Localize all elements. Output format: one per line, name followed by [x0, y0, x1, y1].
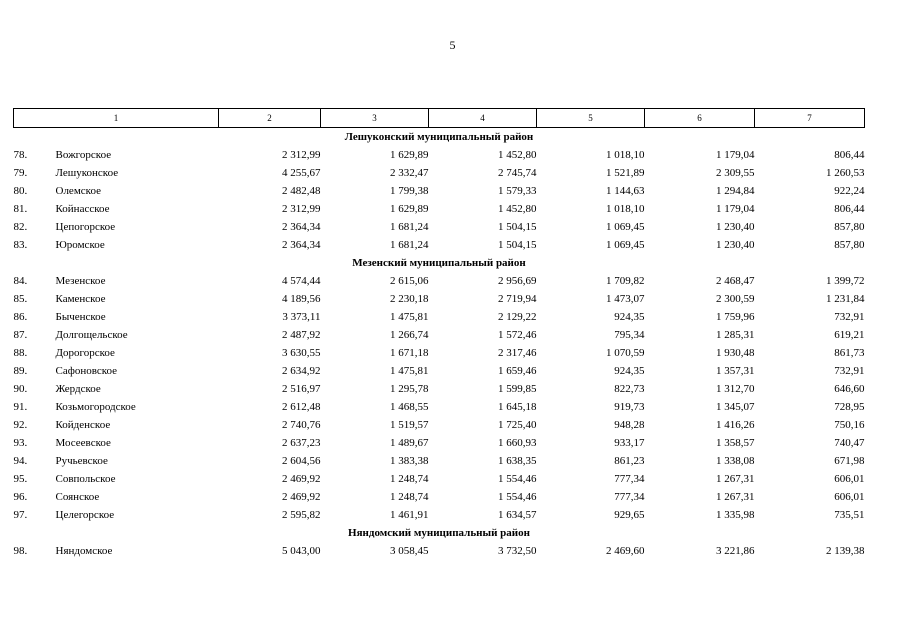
- value-cell: 671,98: [834, 455, 865, 467]
- settlement-name: Вожгорское: [55, 149, 112, 161]
- value-cell: 5 043,00: [282, 545, 321, 557]
- value-cell: 1 018,10: [606, 203, 645, 215]
- value-cell: 1 660,93: [498, 437, 537, 449]
- value-cell: 2 595,82: [282, 509, 321, 521]
- value-cell: 1 248,74: [390, 473, 429, 485]
- row-number: 83.: [13, 239, 28, 251]
- table-row: [14, 452, 865, 470]
- value-cell: 1 629,89: [390, 149, 429, 161]
- value-cell: 2 309,55: [716, 167, 755, 179]
- table-row: [14, 308, 865, 326]
- value-cell: 1 452,80: [498, 149, 537, 161]
- value-cell: 2 604,56: [282, 455, 321, 467]
- value-cell: 1 473,07: [606, 293, 645, 305]
- value-cell: 2 468,47: [716, 275, 755, 287]
- value-cell: 933,17: [614, 437, 645, 449]
- value-cell: 857,80: [834, 239, 865, 251]
- header-cell: 3: [321, 109, 429, 128]
- settlement-name: Каменское: [55, 293, 106, 305]
- settlement-name: Ручьевское: [55, 455, 108, 467]
- value-cell: 1 504,15: [498, 239, 537, 251]
- table-row: [14, 272, 865, 290]
- value-cell: 2 740,76: [282, 419, 321, 431]
- value-cell: 1 671,18: [390, 347, 429, 359]
- value-cell: 2 129,22: [498, 311, 537, 323]
- value-cell: 822,73: [614, 383, 645, 395]
- settlement-name: Козьмогородское: [55, 401, 136, 413]
- value-cell: 728,95: [834, 401, 865, 413]
- value-cell: 2 469,92: [282, 473, 321, 485]
- table-row: [14, 164, 865, 182]
- row-number: 78.: [13, 149, 28, 161]
- value-cell: 948,28: [614, 419, 645, 431]
- settlement-name: Дорогорское: [55, 347, 115, 359]
- value-cell: 1 295,78: [390, 383, 429, 395]
- table-row: [14, 326, 865, 344]
- settlement-name: Целегорское: [55, 509, 115, 521]
- value-cell: 3 058,45: [390, 545, 429, 557]
- value-cell: 606,01: [834, 473, 865, 485]
- value-cell: 1 554,46: [498, 491, 537, 503]
- value-cell: 929,65: [614, 509, 645, 521]
- value-cell: 1 799,38: [390, 185, 429, 197]
- value-cell: 1 260,53: [826, 167, 865, 179]
- value-cell: 1 070,59: [606, 347, 645, 359]
- value-cell: 1 267,31: [716, 473, 755, 485]
- value-cell: 3 373,11: [282, 311, 321, 323]
- value-cell: 646,60: [834, 383, 865, 395]
- header-cell: 1: [14, 109, 219, 128]
- value-cell: 924,35: [614, 311, 645, 323]
- row-number: 94.: [13, 455, 28, 467]
- value-cell: 1 599,85: [498, 383, 537, 395]
- value-cell: 1 519,57: [390, 419, 429, 431]
- table-row: [14, 200, 865, 218]
- value-cell: 1 345,07: [716, 401, 755, 413]
- settlement-name: Койнасское: [55, 203, 110, 215]
- value-cell: 1 504,15: [498, 221, 537, 233]
- settlement-name: Соянское: [55, 491, 100, 503]
- value-cell: 777,34: [614, 491, 645, 503]
- row-number: 85.: [13, 293, 28, 305]
- value-cell: 1 267,31: [716, 491, 755, 503]
- row-number: 95.: [13, 473, 28, 485]
- value-cell: 1 554,46: [498, 473, 537, 485]
- row-number: 90.: [13, 383, 28, 395]
- value-cell: 606,01: [834, 491, 865, 503]
- value-cell: 1 312,70: [716, 383, 755, 395]
- value-cell: 1 248,74: [390, 491, 429, 503]
- value-cell: 2 487,92: [282, 329, 321, 341]
- value-cell: 1 475,81: [390, 365, 429, 377]
- value-cell: 1 475,81: [390, 311, 429, 323]
- header-cell: 7: [755, 109, 865, 128]
- settlement-name: Няндомское: [55, 545, 113, 557]
- header-cell: 5: [537, 109, 645, 128]
- value-cell: 2 615,06: [390, 275, 429, 287]
- value-cell: 2 637,23: [282, 437, 321, 449]
- value-cell: 1 018,10: [606, 149, 645, 161]
- header-cell: 2: [219, 109, 321, 128]
- value-cell: 1 179,04: [716, 149, 755, 161]
- value-cell: 1 266,74: [390, 329, 429, 341]
- row-number: 82.: [13, 221, 28, 233]
- value-cell: 750,16: [834, 419, 865, 431]
- value-cell: 1 629,89: [390, 203, 429, 215]
- value-cell: 1 230,40: [716, 239, 755, 251]
- value-cell: 1 230,40: [716, 221, 755, 233]
- table-row: [14, 362, 865, 380]
- settlement-name: Юромское: [55, 239, 105, 251]
- value-cell: 2 469,60: [606, 545, 645, 557]
- row-number: 88.: [13, 347, 28, 359]
- value-cell: 4 255,67: [282, 167, 321, 179]
- table-row: [14, 218, 865, 236]
- value-cell: 1 399,72: [826, 275, 865, 287]
- settlement-name: Олемское: [55, 185, 101, 197]
- tariff-table: [13, 108, 865, 560]
- value-cell: 1 338,08: [716, 455, 755, 467]
- row-number: 89.: [13, 365, 28, 377]
- district-heading-row: [14, 128, 865, 147]
- row-number: 80.: [13, 185, 28, 197]
- settlement-name: Лешуконское: [55, 167, 119, 179]
- value-cell: 2 312,99: [282, 203, 321, 215]
- value-cell: 1 709,82: [606, 275, 645, 287]
- table-row: [14, 488, 865, 506]
- value-cell: 2 230,18: [390, 293, 429, 305]
- value-cell: 2 956,69: [498, 275, 537, 287]
- district-title: Мезенский муниципальный район: [352, 257, 526, 269]
- value-cell: 1 468,55: [390, 401, 429, 413]
- table-row: [14, 506, 865, 524]
- value-cell: 2 719,94: [498, 293, 537, 305]
- row-number: 79.: [13, 167, 28, 179]
- value-cell: 1 179,04: [716, 203, 755, 215]
- value-cell: 1 416,26: [716, 419, 755, 431]
- value-cell: 1 725,40: [498, 419, 537, 431]
- value-cell: 2 469,92: [282, 491, 321, 503]
- value-cell: 1 335,98: [716, 509, 755, 521]
- row-number: 98.: [13, 545, 28, 557]
- value-cell: 1 521,89: [606, 167, 645, 179]
- table-row: [14, 344, 865, 362]
- row-number: 97.: [13, 509, 28, 521]
- value-cell: 861,73: [834, 347, 865, 359]
- value-cell: 2 364,34: [282, 239, 321, 251]
- value-cell: 732,91: [834, 365, 865, 377]
- value-cell: 922,24: [834, 185, 865, 197]
- value-cell: 1 285,31: [716, 329, 755, 341]
- value-cell: 1 634,57: [498, 509, 537, 521]
- settlement-name: Мосеевское: [55, 437, 111, 449]
- value-cell: 4 574,44: [282, 275, 321, 287]
- table-row: [14, 290, 865, 308]
- value-cell: 857,80: [834, 221, 865, 233]
- value-cell: 924,35: [614, 365, 645, 377]
- header-cell: 6: [645, 109, 755, 128]
- value-cell: 1 579,33: [498, 185, 537, 197]
- value-cell: 1 681,24: [390, 221, 429, 233]
- row-number: 96.: [13, 491, 28, 503]
- value-cell: 735,51: [834, 509, 865, 521]
- settlement-name: Койденское: [55, 419, 111, 431]
- value-cell: 2 139,38: [826, 545, 865, 557]
- value-cell: 2 317,46: [498, 347, 537, 359]
- value-cell: 1 681,24: [390, 239, 429, 251]
- value-cell: 795,34: [614, 329, 645, 341]
- value-cell: 1 930,48: [716, 347, 755, 359]
- header-cell: 4: [429, 109, 537, 128]
- table-row: [14, 470, 865, 488]
- value-cell: 1 294,84: [716, 185, 755, 197]
- value-cell: 3 732,50: [498, 545, 537, 557]
- value-cell: 2 482,48: [282, 185, 321, 197]
- row-number: 93.: [13, 437, 28, 449]
- value-cell: 806,44: [834, 149, 865, 161]
- value-cell: 3 630,55: [282, 347, 321, 359]
- value-cell: 2 300,59: [716, 293, 755, 305]
- value-cell: 806,44: [834, 203, 865, 215]
- settlement-name: Быченское: [55, 311, 106, 323]
- value-cell: 1 645,18: [498, 401, 537, 413]
- table-row: [14, 236, 865, 254]
- value-cell: 2 612,48: [282, 401, 321, 413]
- header-row: [14, 109, 865, 128]
- value-cell: 2 312,99: [282, 149, 321, 161]
- row-number: 84.: [13, 275, 28, 287]
- value-cell: 1 638,35: [498, 455, 537, 467]
- district-heading-row: [14, 254, 865, 272]
- value-cell: 777,34: [614, 473, 645, 485]
- value-cell: 1 144,63: [606, 185, 645, 197]
- table-row: [14, 182, 865, 200]
- value-cell: 1 357,31: [716, 365, 755, 377]
- table-row: [14, 146, 865, 164]
- page-number: 5: [449, 38, 456, 52]
- value-cell: 919,73: [614, 401, 645, 413]
- row-number: 91.: [13, 401, 28, 413]
- value-cell: 2 745,74: [498, 167, 537, 179]
- value-cell: 1 452,80: [498, 203, 537, 215]
- settlement-name: Цепогорское: [55, 221, 116, 233]
- value-cell: 1 231,84: [826, 293, 865, 305]
- settlement-name: Совпольское: [55, 473, 116, 485]
- value-cell: 1 489,67: [390, 437, 429, 449]
- value-cell: 732,91: [834, 311, 865, 323]
- row-number: 92.: [13, 419, 28, 431]
- settlement-name: Долгощельское: [55, 329, 128, 341]
- table-row: [14, 416, 865, 434]
- value-cell: 861,23: [614, 455, 645, 467]
- row-number: 81.: [13, 203, 28, 215]
- value-cell: 2 516,97: [282, 383, 321, 395]
- settlement-name: Жердское: [55, 383, 101, 395]
- row-number: 87.: [13, 329, 28, 341]
- value-cell: 1 383,38: [390, 455, 429, 467]
- value-cell: 2 364,34: [282, 221, 321, 233]
- value-cell: 1 069,45: [606, 221, 645, 233]
- value-cell: 2 634,92: [282, 365, 321, 377]
- district-title: Няндомский муниципальный район: [348, 527, 530, 539]
- table-row: [14, 398, 865, 416]
- settlement-name: Сафоновское: [55, 365, 118, 377]
- value-cell: 1 659,46: [498, 365, 537, 377]
- table-row: [14, 542, 865, 560]
- district-heading-row: [14, 524, 865, 542]
- value-cell: 1 069,45: [606, 239, 645, 251]
- table-row: [14, 434, 865, 452]
- value-cell: 4 189,56: [282, 293, 321, 305]
- value-cell: 1 572,46: [498, 329, 537, 341]
- value-cell: 2 332,47: [390, 167, 429, 179]
- value-cell: 740,47: [834, 437, 865, 449]
- value-cell: 1 759,96: [716, 311, 755, 323]
- value-cell: 619,21: [834, 329, 865, 341]
- table-row: [14, 380, 865, 398]
- value-cell: 3 221,86: [716, 545, 755, 557]
- settlement-name: Мезенское: [55, 275, 106, 287]
- value-cell: 1 461,91: [390, 509, 429, 521]
- row-number: 86.: [13, 311, 28, 323]
- value-cell: 1 358,57: [716, 437, 755, 449]
- district-title: Лешуконский муниципальный район: [344, 131, 534, 143]
